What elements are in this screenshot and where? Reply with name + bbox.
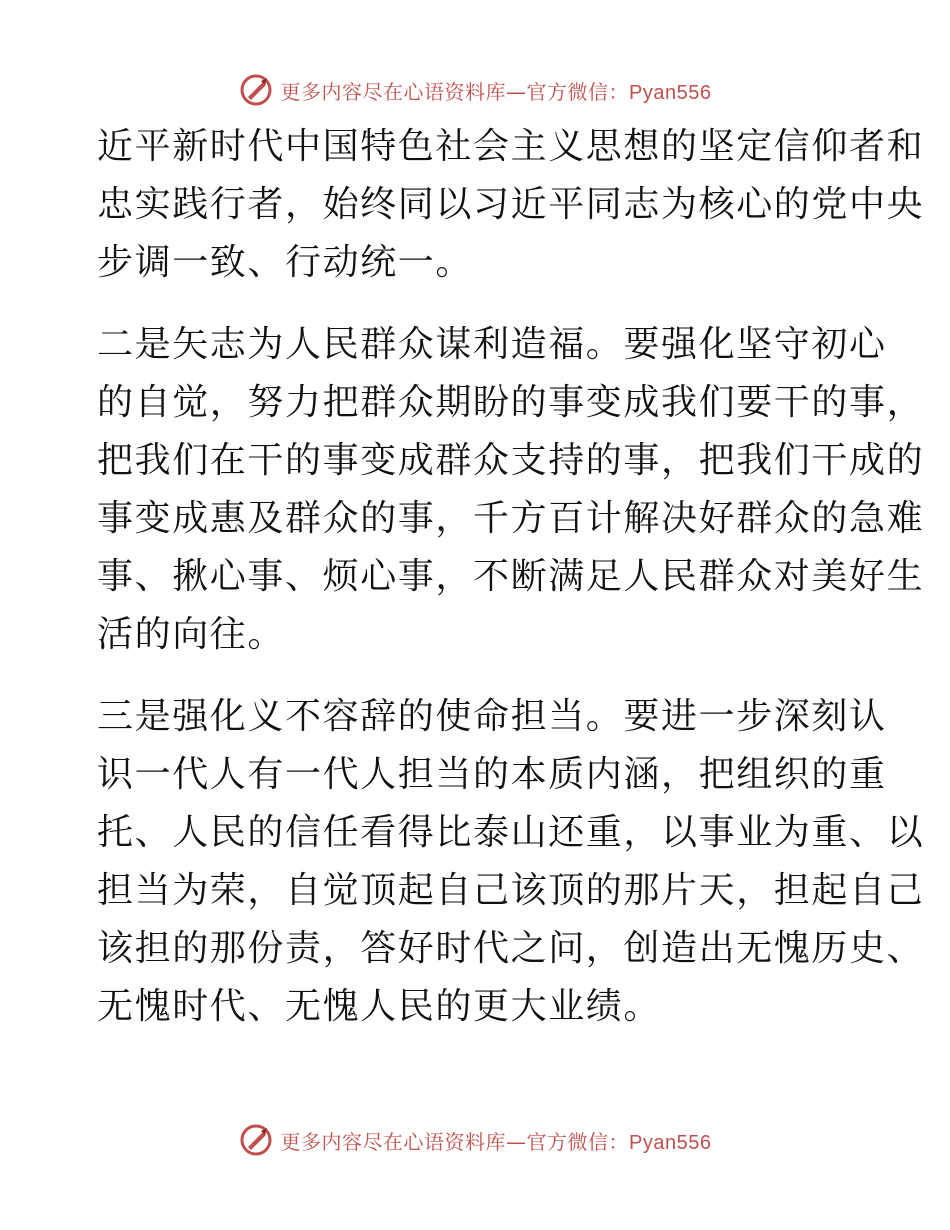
paragraph-3 (97, 688, 925, 1036)
paragraph-line: 步调一致、行动统一。 (97, 242, 474, 283)
paragraph-line: 托、人民的信任看得比泰山还重，以事业为重、以 (97, 812, 925, 853)
paragraph-line: 二是矢志为人民群众谋利造福。要强化坚守初心 (97, 324, 887, 365)
paragraph-line: 识一代人有一代人担当的本质内涵，把组织的重 (97, 754, 887, 795)
paragraph-line: 的自觉，努力把群众期盼的事变成我们要干的事， (97, 382, 925, 423)
quill-seal-icon (239, 73, 273, 107)
document-body (97, 118, 925, 1036)
paragraph-2 (97, 316, 925, 664)
paragraph-line: 无愧时代、无愧人民的更大业绩。 (97, 986, 662, 1027)
paragraph-line: 事、揪心事、烦心事，不断满足人民群众对美好生 (97, 556, 925, 597)
footer-banner (0, 1120, 950, 1160)
paragraph-line: 三是强化义不容辞的使命担当。要进一步深刻认 (97, 696, 887, 737)
paragraph-line: 事变成惠及群众的事，千方百计解决好群众的急难 (97, 498, 925, 539)
footer-banner-text (281, 1126, 712, 1155)
quill-seal-icon (239, 1123, 273, 1157)
footer-banner-wechat: 官方微信： (526, 1129, 630, 1154)
header-banner-text (281, 76, 712, 105)
paragraph-line: 担当为荣，自觉顶起自己该顶的那片天，担起自己 (97, 870, 925, 911)
paragraph-line: 活的向往。 (97, 614, 286, 655)
header-banner-dash: — (506, 79, 527, 104)
paragraph-line: 该担的那份责，答好时代之问，创造出无愧历史、 (97, 928, 925, 969)
paragraph-line: 忠实践行者，始终同以习近平同志为核心的党中央 (97, 184, 925, 225)
footer-banner-main: 更多内容尽在心语资料库 (280, 1129, 507, 1154)
header-banner-wechat: 官方微信： (526, 79, 630, 104)
header-banner-main: 更多内容尽在心语资料库 (280, 79, 507, 104)
header-banner-id: Pyan556 (629, 81, 712, 104)
paragraph-line: 把我们在干的事变成群众支持的事，把我们干成的 (97, 440, 925, 481)
footer-banner-dash: — (506, 1129, 527, 1154)
paragraph-line: 近平新时代中国特色社会主义思想的坚定信仰者和 (97, 126, 925, 167)
footer-banner-id: Pyan556 (629, 1131, 712, 1154)
header-banner (0, 70, 950, 110)
paragraph-1 (97, 118, 925, 292)
